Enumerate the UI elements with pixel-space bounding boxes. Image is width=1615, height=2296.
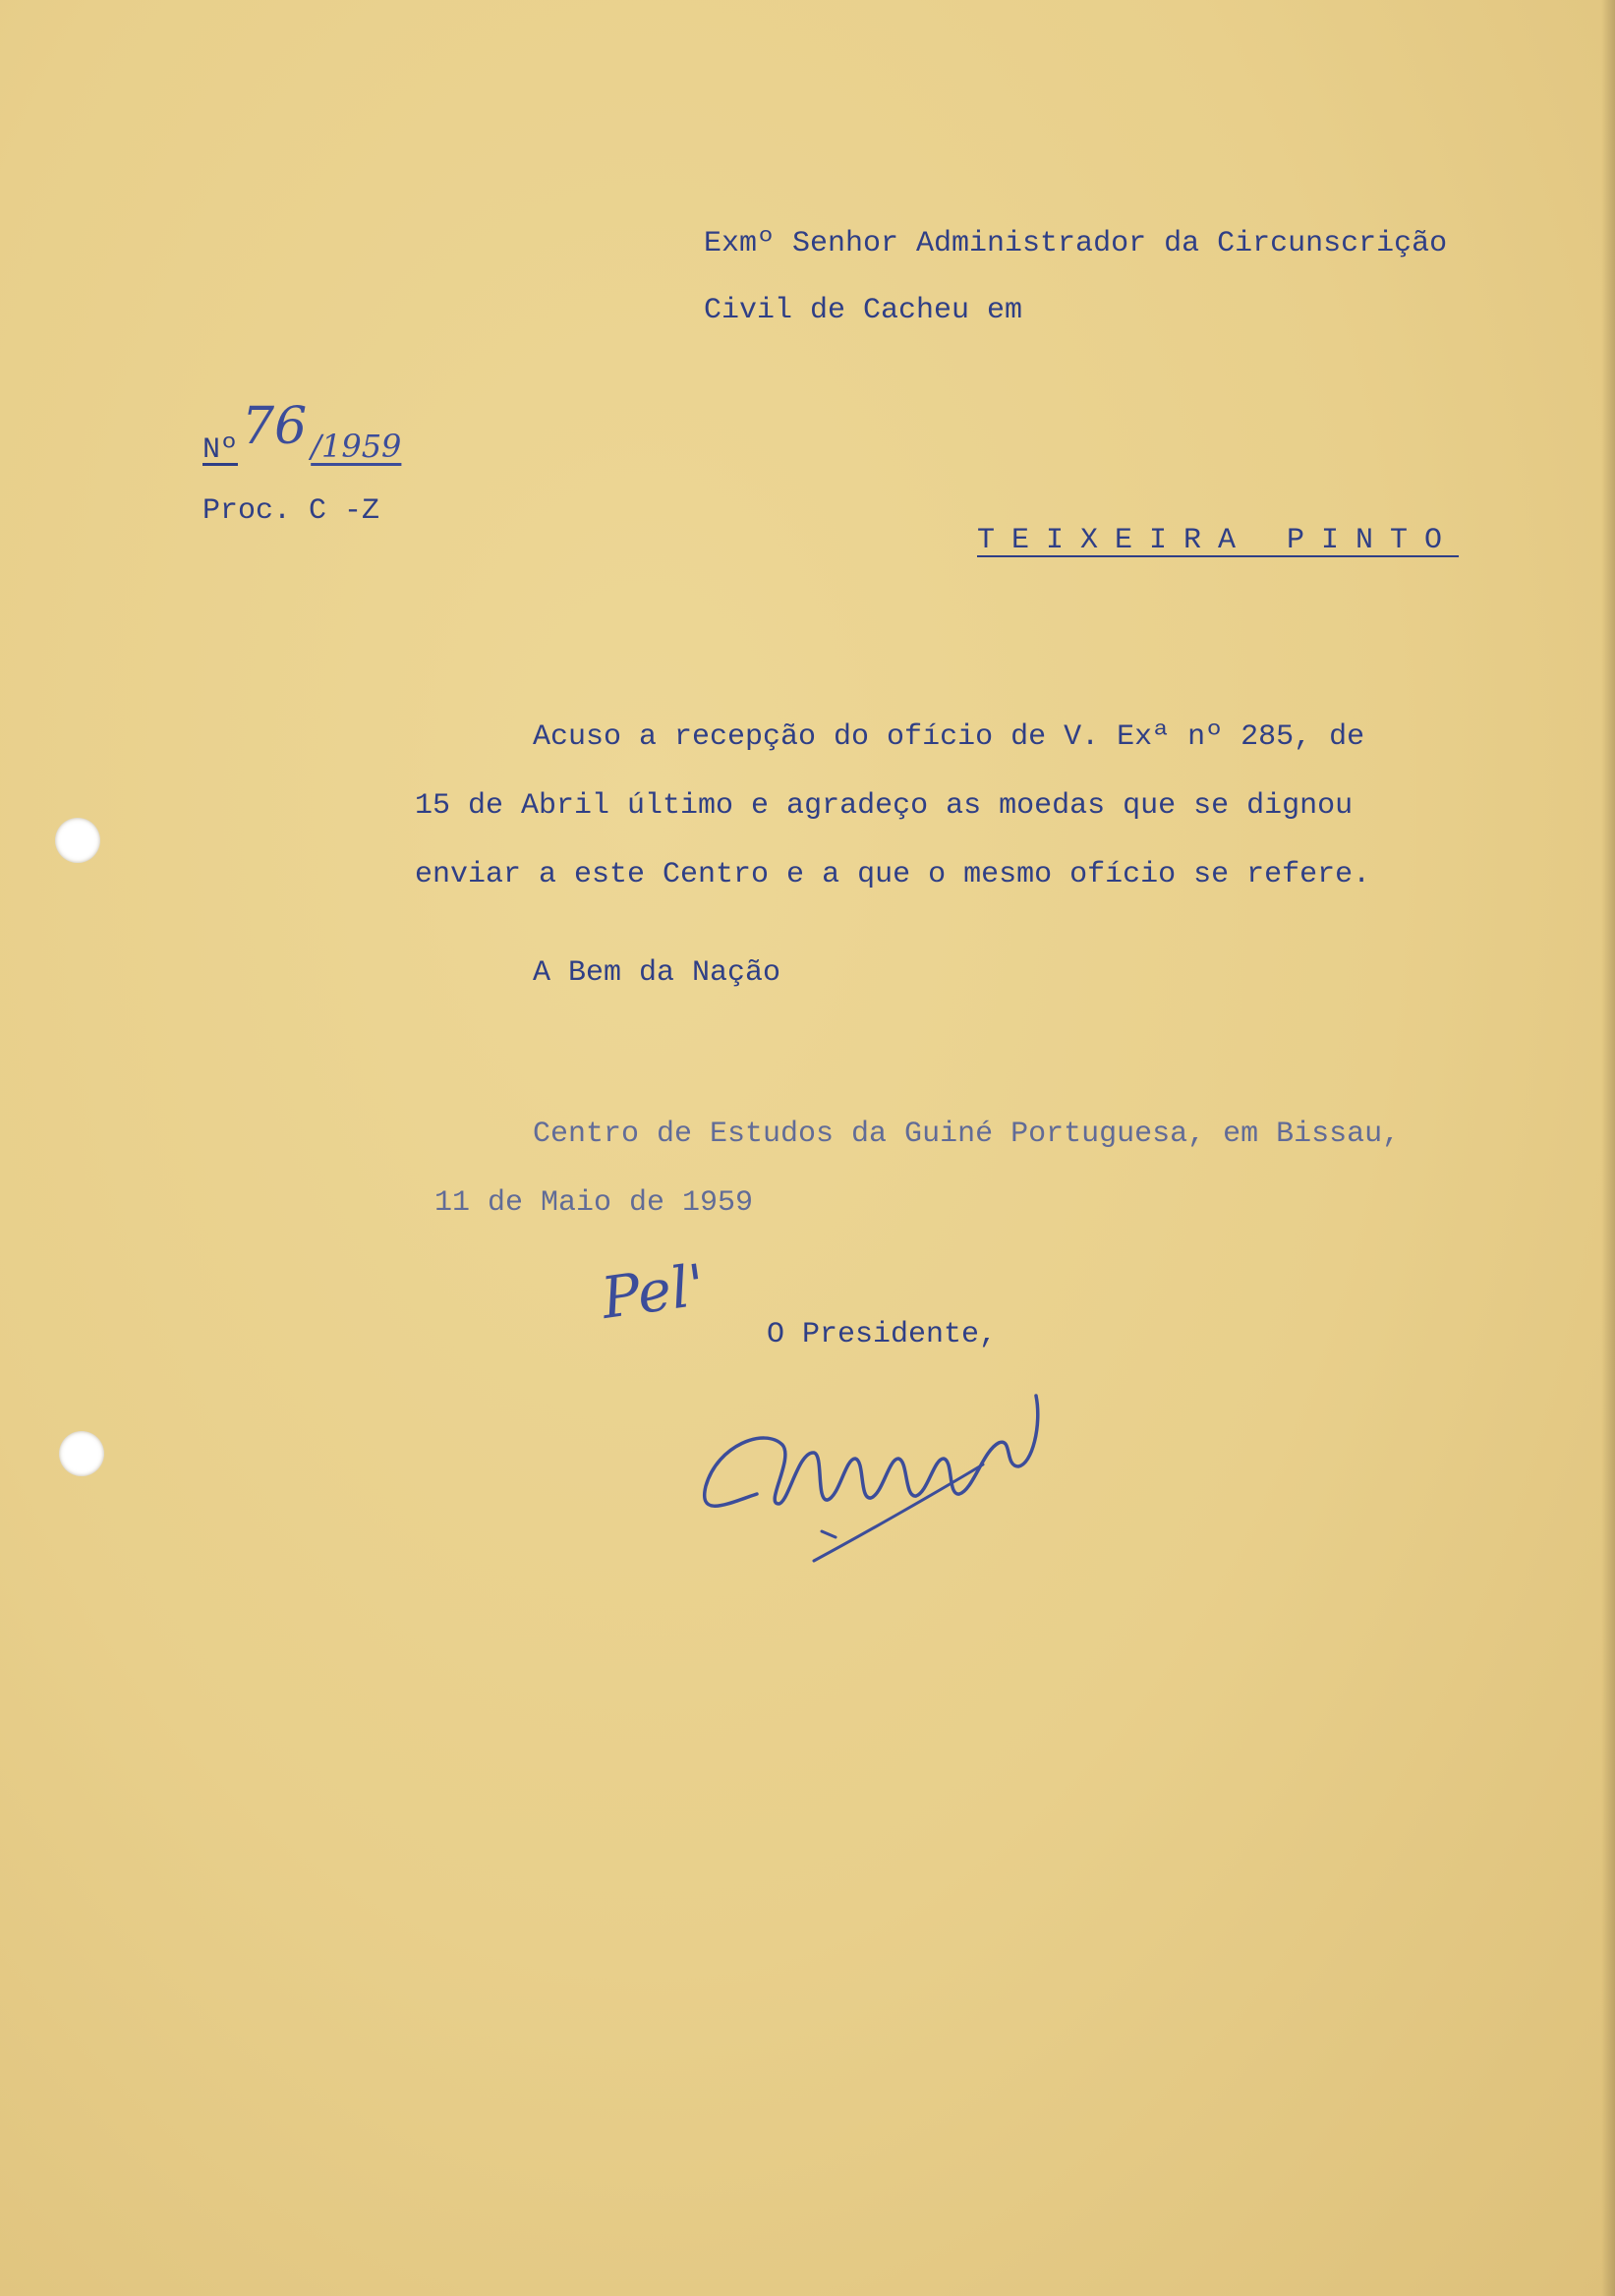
place-date-line-2: 11 de Maio de 1959 [434, 1186, 754, 1220]
reference-number [202, 397, 402, 474]
page-edge-shadow [1601, 0, 1615, 2296]
addressee-line-2: Civil de Cacheu em [704, 294, 1023, 327]
pel-handwritten: Pel' [597, 1251, 710, 1332]
handwritten-signature [688, 1356, 1121, 1592]
body-line-3: enviar a este Centro e a que o mesmo ofício se refere. [415, 858, 1371, 891]
punch-hole-bottom [59, 1431, 104, 1476]
place-date-line-1: Centro de Estudos da Guiné Portuguesa, em Bissau, [533, 1118, 1401, 1151]
addressee-line-1: Exmº Senhor Administrador da Circunscrição [704, 227, 1448, 260]
punch-hole-top [55, 818, 100, 863]
signature-title: O Presidente, [767, 1318, 998, 1351]
process-reference: Proc. C -Z [202, 494, 380, 528]
body-line-1: Acuso a recepção do ofício de V. Exª nº 285, de [533, 720, 1365, 754]
number-prefix: Nº [202, 433, 239, 467]
number-year: /1959 [311, 428, 402, 465]
number-handwritten: 76 [242, 397, 308, 456]
closing-formula: A Bem da Nação [533, 956, 781, 990]
addressee-place: TEIXEIRA PINTO [977, 524, 1460, 557]
body-line-2: 15 de Abril último e agradeço as moedas que se dignou [415, 789, 1354, 823]
